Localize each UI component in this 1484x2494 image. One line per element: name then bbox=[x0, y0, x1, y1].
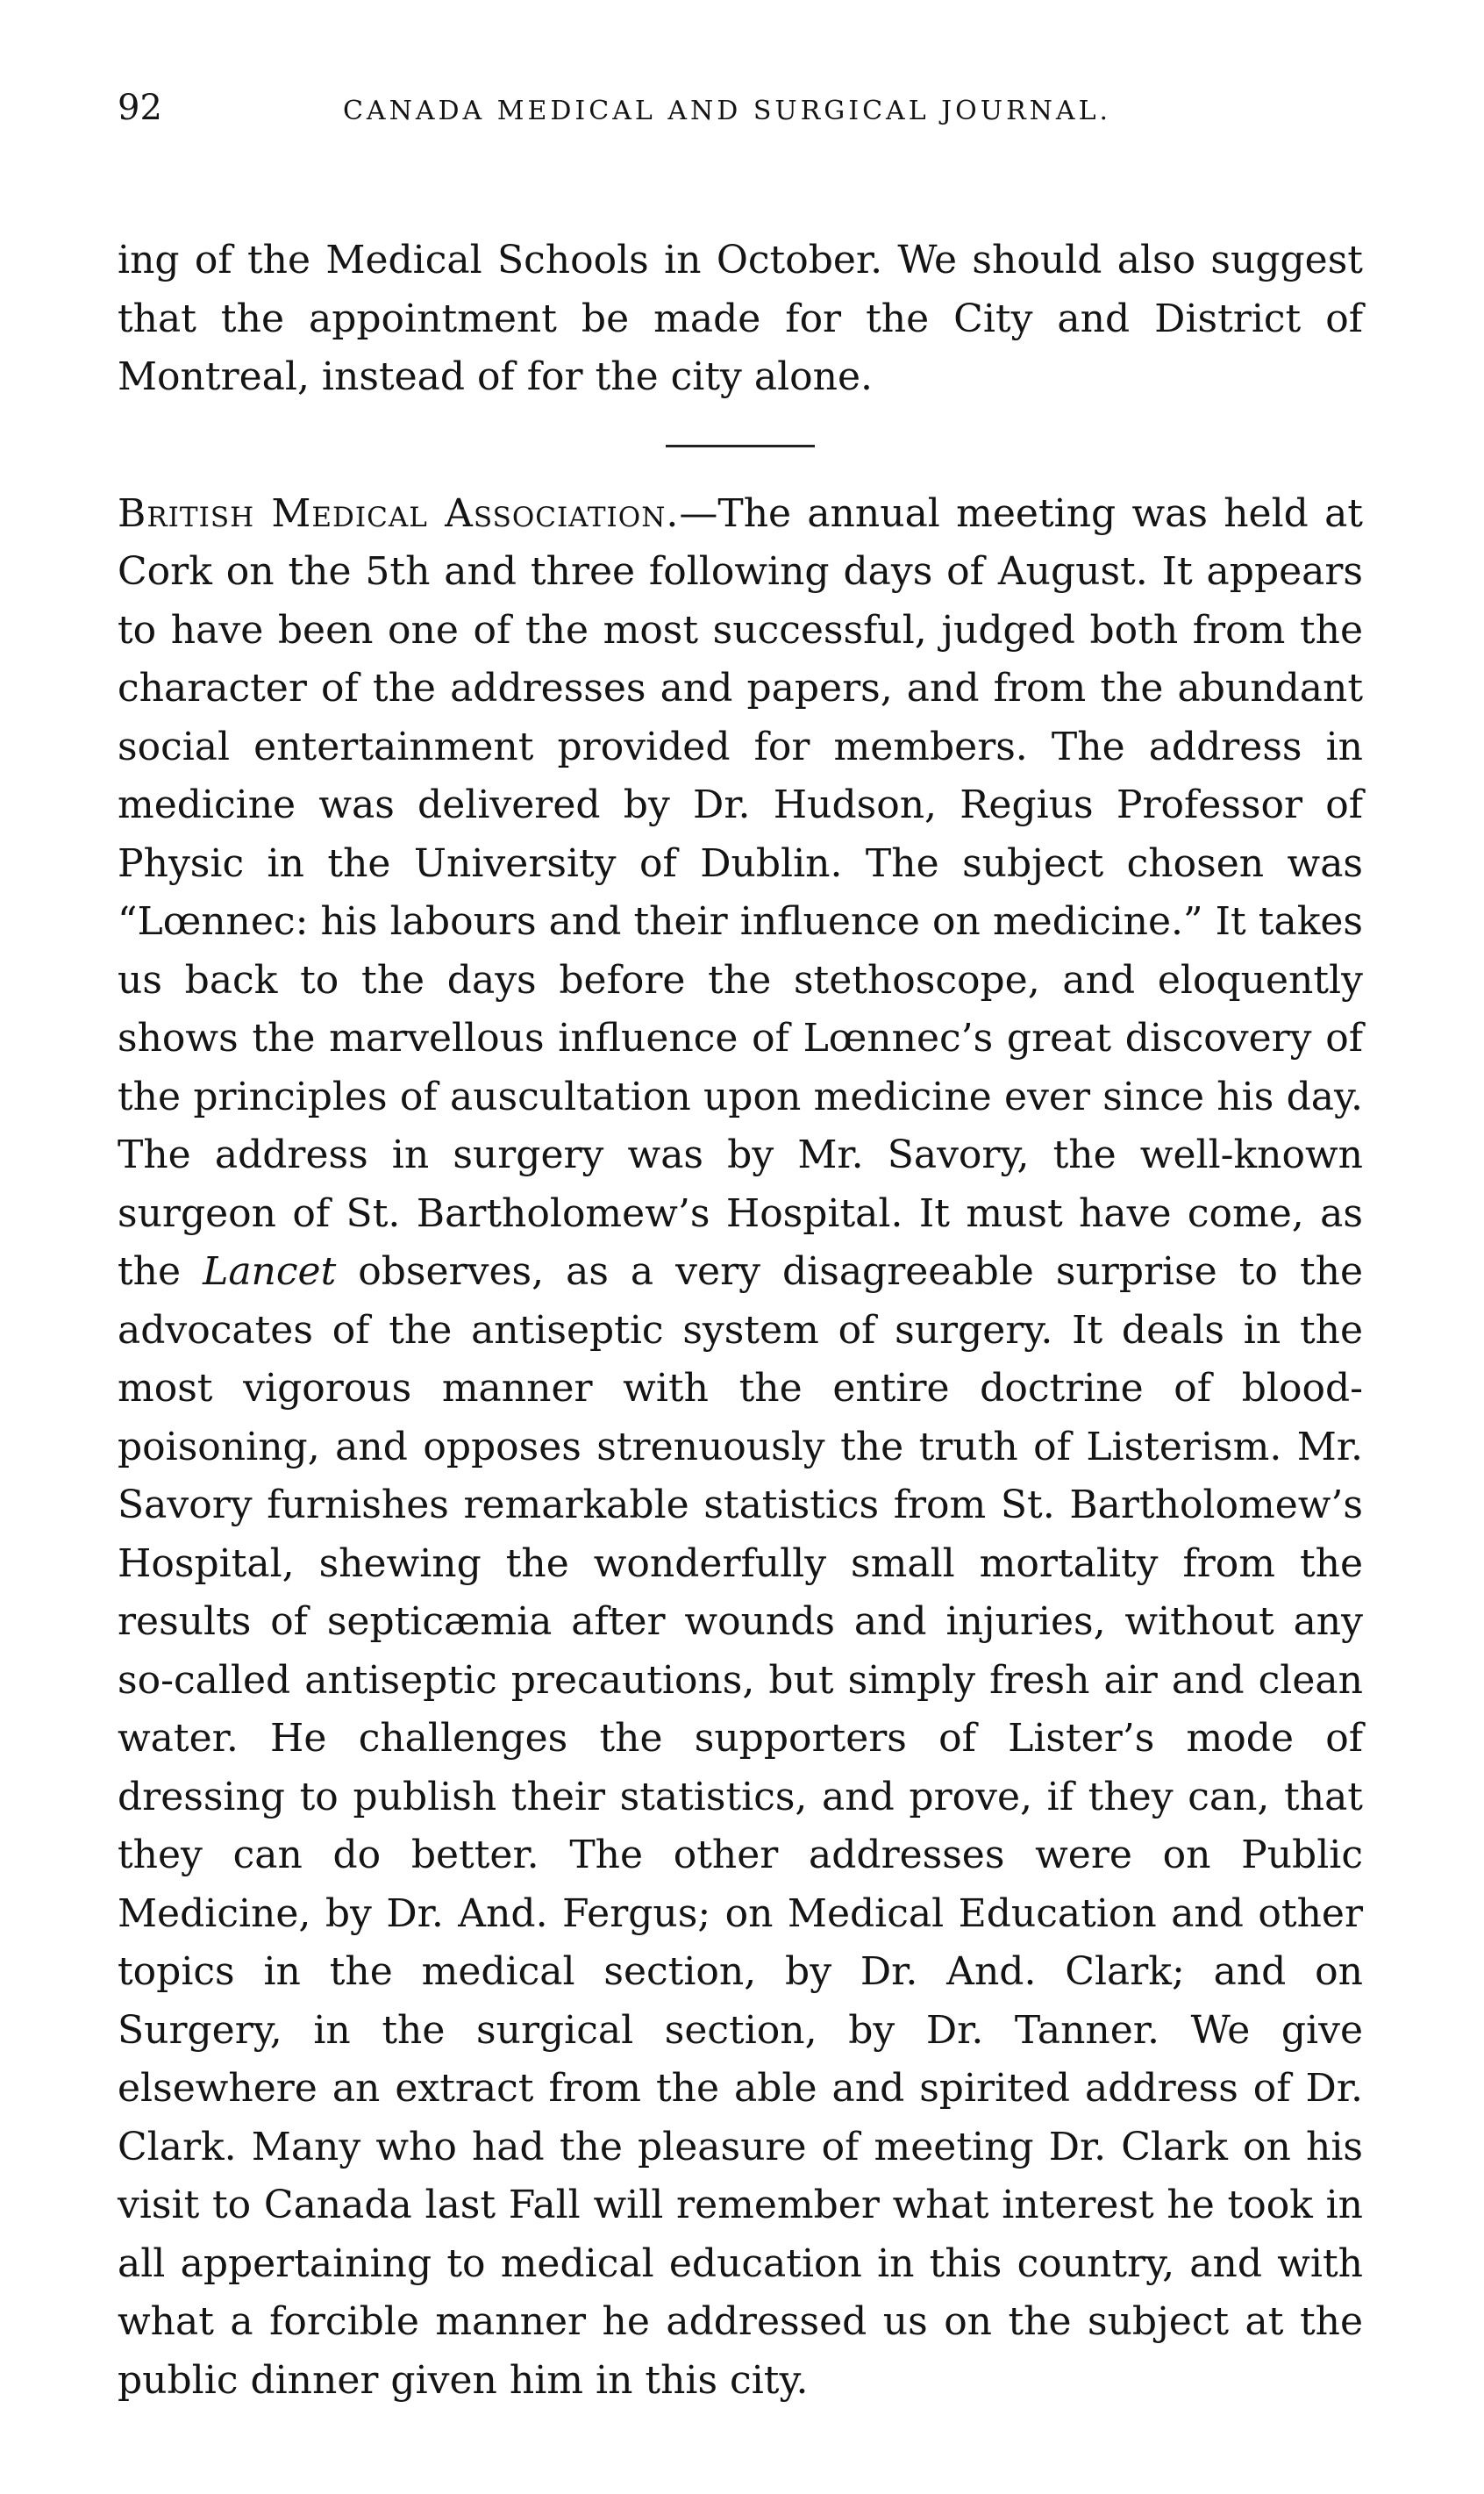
running-head bbox=[118, 88, 1363, 149]
paragraph-text-part-2: observes, as a very disagreeable surprise to the advocates of the antiseptic system of surgery. It deals in the most vigorous manner with the entire doctrine of blood-poisoning, and opposes strenuously the truth of Listerism. Mr. Savory furnishes remarkable statistics from St. Bartholomew’s Hospital, shewing the wonderfully small mortality from the results of septicæmia after wounds and injuries, without any so-called antiseptic precautions, but simply fresh air and clean water. He challenges the supporters of Lister’s mode of dressing to publish their statistics, and prove, if they can, that they can do better. The other addresses were on Public Medicine, by Dr. And. Fergus; on Medical Education and other topics in the medical section, by Dr. And. Clark; and on Surgery, in the surgical section, by Dr. Tanner. We give elsewhere an extract from the able and spirited address of Dr. Clark. Many who had the pleasure of meeting Dr. Clark on his visit to Canada last Fall will remember what interest he took in all appertaining to medical education in this country, and with what a forcible manner he addressed us on the subject at the public dinner given him in this city. bbox=[118, 1249, 1364, 2403]
section-divider bbox=[666, 445, 815, 447]
document-page bbox=[118, 88, 1363, 2410]
body-text bbox=[118, 232, 1363, 2410]
section-title: British Medical Association. bbox=[118, 490, 680, 536]
journal-title: CANADA MEDICAL AND SURGICAL JOURNAL. bbox=[342, 96, 1112, 126]
page-number: 92 bbox=[118, 88, 162, 128]
paragraph-british-medical-association bbox=[118, 485, 1363, 2411]
paragraph-text-part-1: —The annual meeting was held at Cork on the 5th and three following days of August. It appears to have been one of the most successful, judged both from the character of the addresses and papers, and from the abundant social entertainment provided for members. The address in medicine was delivered by Dr. Hudson, Regius Professor of Physic in the University of Dublin. The subject chosen was “Lœnnec: his labours and their influence on medicine.” It takes us back to the days before the stethoscope, and eloquently shows the marvellous influence of Lœnnec’s great discovery of the principles of auscultation upon medicine ever since his day. The address in surgery was by Mr. Savory, the well-known surgeon of St. Bartholomew’s Hospital. It must have come, as the bbox=[118, 490, 1363, 1294]
paragraph-continued: ing of the Medical Schools in October. We should also suggest that the appointment be made for the City and District of Montreal, instead of for the city alone. bbox=[118, 238, 1363, 399]
lancet-italic: Lancet bbox=[203, 1249, 337, 1294]
